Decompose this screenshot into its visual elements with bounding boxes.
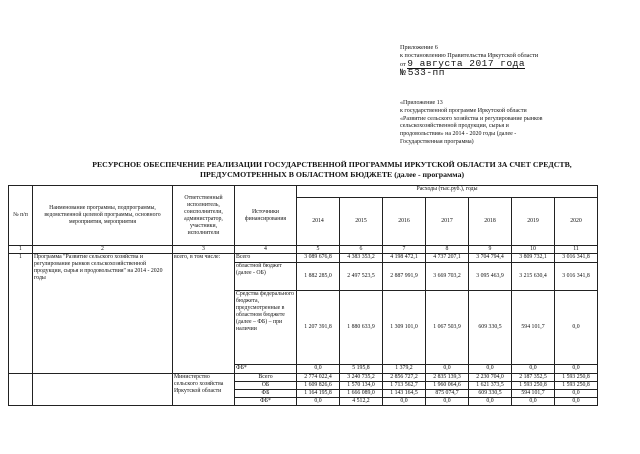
program-resp: всего, в том числе: — [173, 254, 235, 374]
colnum: 2 — [33, 246, 173, 254]
value-cell: 3 704 794,4 — [469, 254, 512, 263]
value-cell: 3 016 341,8 — [555, 254, 598, 263]
value-cell: 609 330,5 — [469, 390, 512, 398]
value-cell: 0,0 — [426, 365, 469, 374]
value-cell: 2 230 704,0 — [469, 374, 512, 382]
value-cell: 0,0 — [383, 398, 426, 406]
value-cell: 4 512,2 — [340, 398, 383, 406]
value-cell: 1 309 101,0 — [383, 291, 426, 365]
value-cell: 1 960 064,6 — [426, 382, 469, 390]
column-number-row — [9, 246, 598, 254]
document-title — [52, 160, 612, 180]
appendix13-header — [400, 100, 630, 147]
source-cell: Средства федерального бюджета, предусмотренные в областном бюджете (далее – ФБ) – при наличии — [235, 291, 297, 365]
value-cell: 0,0 — [555, 365, 598, 374]
value-cell: 3 809 732,1 — [512, 254, 555, 263]
value-cell: 2 497 523,5 — [340, 263, 383, 291]
value-cell: 2 835 139,3 — [426, 374, 469, 382]
head-year: 2018 — [469, 198, 512, 246]
empty-cell — [33, 374, 173, 406]
head-year: 2014 — [297, 198, 340, 246]
value-cell: 1 570 134,0 — [340, 382, 383, 390]
colnum: 1 — [9, 246, 33, 254]
value-cell: 3 240 735,2 — [340, 374, 383, 382]
value-cell: 594 101,7 — [512, 291, 555, 365]
head-name: Наименование программы, подпрограммы, ведомственной целевой программы, основного мероприятия, мероприятия — [33, 186, 173, 246]
empty-cell — [9, 374, 33, 406]
value-cell: 2 856 727,2 — [383, 374, 426, 382]
value-cell: 1 207 391,8 — [297, 291, 340, 365]
source-cell: ОБ — [235, 382, 297, 390]
value-cell: 2 774 022,4 — [297, 374, 340, 382]
value-cell: 609 330,5 — [469, 291, 512, 365]
value-cell: 2 887 991,9 — [383, 263, 426, 291]
head-source: Источники финансирования — [235, 186, 297, 246]
appendix13-line4: сельскохозяйственной продукции, сырья и — [400, 123, 509, 130]
value-cell: 0,0 — [297, 398, 340, 406]
value-cell: 1 379,2 — [383, 365, 426, 374]
value-cell: 0,0 — [555, 390, 598, 398]
appendix13-line3: «Развитие сельского хозяйства и регулирование рынков — [400, 115, 543, 122]
value-cell: 1 164 195,8 — [297, 390, 340, 398]
head-num: № п/п — [9, 186, 33, 246]
value-cell: 0,0 — [469, 365, 512, 374]
head-year: 2017 — [426, 198, 469, 246]
colnum: 6 — [340, 246, 383, 254]
appendix13-line5: продовольствия» на 2014 - 2020 годы (далее - — [400, 131, 517, 138]
ministry-resp: Министерство сельского хозяйства Иркутской области — [173, 374, 235, 406]
program-name: Программа "Развитие сельского хозяйства и регулирование рынков сельскохозяйственной продукции, сырья и продовольствия" на 2014 - 2020 годы — [33, 254, 173, 374]
value-cell: 1 593 250,8 — [512, 382, 555, 390]
value-cell: 1 621 373,5 — [469, 382, 512, 390]
value-cell: 1 593 250,8 — [555, 374, 598, 382]
appendix-header — [400, 44, 620, 78]
value-cell: 1 067 503,9 — [426, 291, 469, 365]
value-cell: 1 609 826,6 — [297, 382, 340, 390]
source-cell: областной бюджет (далее - ОБ) — [235, 263, 297, 291]
value-cell: 0,0 — [297, 365, 340, 374]
value-cell: 3 095 463,9 — [469, 263, 512, 291]
value-cell: 3 016 341,8 — [555, 263, 598, 291]
colnum: 9 — [469, 246, 512, 254]
value-cell: 0,0 — [512, 398, 555, 406]
value-cell: 1 713 562,7 — [383, 382, 426, 390]
value-cell: 0,0 — [512, 365, 555, 374]
source-cell: Всего — [235, 254, 297, 263]
head-year: 2020 — [555, 198, 598, 246]
table-row — [9, 254, 598, 263]
head-expenses: Расходы (тыс.руб.), годы — [297, 186, 598, 198]
value-cell: 1 143 164,5 — [383, 390, 426, 398]
appendix13-line2: к государственной программе Иркутской области — [400, 107, 527, 114]
colnum: 4 — [235, 246, 297, 254]
value-cell: 1 666 089,0 — [340, 390, 383, 398]
value-cell: 0,0 — [426, 398, 469, 406]
value-cell: 0,0 — [555, 398, 598, 406]
source-cell: ФБ* — [235, 365, 297, 374]
value-cell: 3 669 703,2 — [426, 263, 469, 291]
decree-date: 9 августа 2017 года — [407, 58, 526, 69]
value-cell: 1 880 633,9 — [340, 291, 383, 365]
value-cell: 0,0 — [469, 398, 512, 406]
source-cell: Всего — [235, 374, 297, 382]
head-year: 2019 — [512, 198, 555, 246]
colnum: 10 — [512, 246, 555, 254]
appendix13-line6: Государственная программа) — [400, 138, 474, 145]
appendix-line1: Приложение 6 — [400, 44, 438, 51]
colnum: 5 — [297, 246, 340, 254]
value-cell: 2 187 352,5 — [512, 374, 555, 382]
title-line1: РЕСУРСНОЕ ОБЕСПЕЧЕНИЕ РЕАЛИЗАЦИИ ГОСУДАРСТВЕННОЙ ПРОГРАММЫ ИРКУТСКОЙ ОБЛАСТИ ЗА СЧЕТ СРЕДСТВ, — [92, 160, 572, 169]
value-cell: 594 101,7 — [512, 390, 555, 398]
value-cell: 4 383 353,2 — [340, 254, 383, 263]
title-line2: ПРЕДУСМОТРЕННЫХ В ОБЛАСТНОМ БЮДЖЕТЕ (далее - программа) — [199, 170, 465, 179]
value-cell: 3 215 630,4 — [512, 263, 555, 291]
resource-table — [8, 185, 598, 406]
value-cell: 1 593 250,8 — [555, 382, 598, 390]
head-resp: Ответственный исполнитель, соисполнители, администратор, участники, исполнители — [173, 186, 235, 246]
decree-number: 533-пп — [407, 67, 445, 78]
colnum: 7 — [383, 246, 426, 254]
colnum: 8 — [426, 246, 469, 254]
source-cell: ФБ — [235, 390, 297, 398]
value-cell: 5 195,8 — [340, 365, 383, 374]
value-cell: 4 737 207,1 — [426, 254, 469, 263]
from-prefix: от — [400, 61, 406, 68]
appendix13-line1: «Приложение 13 — [400, 100, 443, 106]
value-cell: 875 074,7 — [426, 390, 469, 398]
value-cell: 3 089 676,8 — [297, 254, 340, 263]
table-row — [9, 374, 598, 382]
program-num: 1 — [9, 254, 33, 374]
colnum: 11 — [555, 246, 598, 254]
source-cell: ФБ* — [235, 398, 297, 406]
value-cell: 1 882 285,0 — [297, 263, 340, 291]
head-year: 2015 — [340, 198, 383, 246]
appendix-number-line — [400, 69, 620, 78]
appendix-line2: к постановлению Правительства Иркутской области — [400, 52, 539, 59]
head-year: 2016 — [383, 198, 426, 246]
value-cell: 0,0 — [555, 291, 598, 365]
number-prefix: № — [400, 67, 407, 78]
colnum: 3 — [173, 246, 235, 254]
value-cell: 4 198 472,1 — [383, 254, 426, 263]
